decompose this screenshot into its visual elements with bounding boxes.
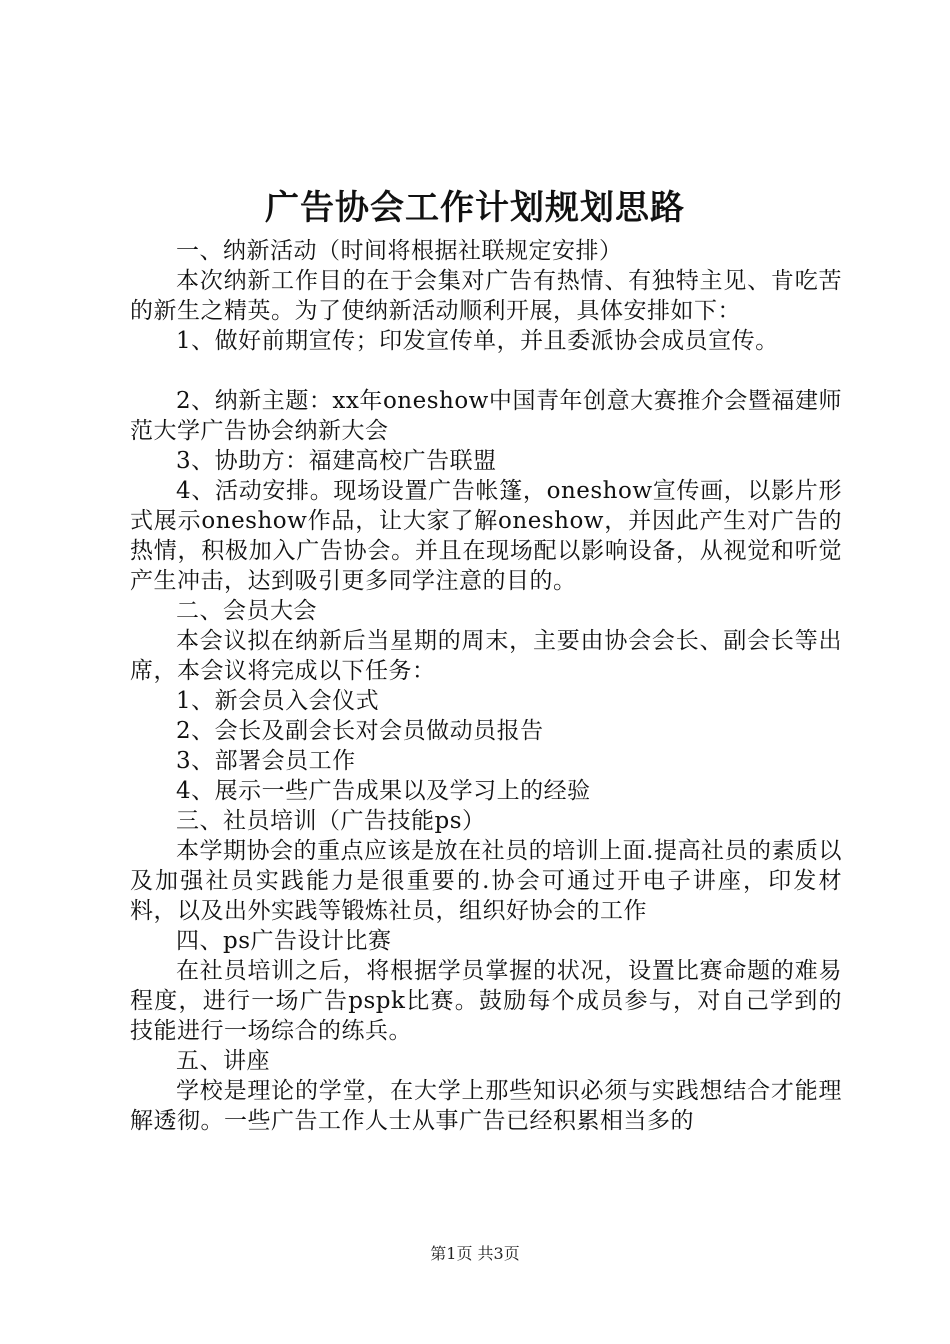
section-heading-competition: 四、ps广告设计比赛 (176, 928, 392, 954)
section-heading-lectures: 五、讲座 (176, 1048, 270, 1074)
list-item-induction: 1、新会员入会仪式 (176, 688, 380, 714)
list-item-publicity: 1、做好前期宣传；印发宣传单，并且委派协会成员宣传。 (176, 328, 779, 354)
list-item-showcase: 4、展示一些广告成果以及学习上的经验 (176, 778, 591, 804)
document-body (130, 236, 842, 1136)
section-heading-training: 三、社员培训（广告技能ps） (176, 808, 486, 834)
paragraph-meeting-description: 本会议拟在纳新后当星期的周末，主要由协会会长、副会长等出席，本会议将完成以下任务： (130, 628, 842, 684)
list-item-assistant: 3、协助方：福建高校广告联盟 (176, 448, 497, 474)
section-heading-recruitment: 一、纳新活动（时间将根据社联规定安排） (176, 238, 623, 264)
section-heading-members-meeting: 二、会员大会 (176, 598, 317, 624)
paragraph-lectures: 学校是理论的学堂，在大学上那些知识必须与实践想结合才能理解透彻。一些广告工作人士从事广告已经积累相当多的 (130, 1078, 842, 1134)
page-number-footer: 第1页 共3页 (430, 1244, 520, 1263)
paragraph-recruitment-purpose: 本次纳新工作目的在于会集对广告有热情、有独特主见、肯吃苦的新生之精英。为了使纳新活动顺利开展，具体安排如下： (130, 268, 842, 324)
list-item-deploy-work: 3、部署会员工作 (176, 748, 356, 774)
list-item-arrangement: 4、活动安排。现场设置广告帐篷，oneshow宣传画，以影片形式展示oneshow作品，让大家了解oneshow，并因此产生对广告的热情，积极加入广告协会。并且在现场配以影响设备，从视觉和听觉产生冲击，达到吸引更多同学注意的目的。 (130, 478, 842, 594)
list-item-mobilization-report: 2、会长及副会长对会员做动员报告 (176, 718, 544, 744)
document-title: 广告协会工作计划规划思路 (265, 188, 685, 228)
paragraph-training: 本学期协会的重点应该是放在社员的培训上面.提高社员的素质以及加强社员实践能力是很重要的.协会可通过开电子讲座，印发材料，以及出外实践等锻炼社员，组织好协会的工作 (130, 838, 842, 924)
paragraph-competition: 在社员培训之后，将根据学员掌握的状况，设置比赛命题的难易程度，进行一场广告pspk比赛。鼓励每个成员参与，对自己学到的技能进行一场综合的练兵。 (130, 958, 842, 1044)
list-item-theme: 2、纳新主题：xx年oneshow中国青年创意大赛推介会暨福建师范大学广告协会纳新大会 (130, 388, 842, 444)
